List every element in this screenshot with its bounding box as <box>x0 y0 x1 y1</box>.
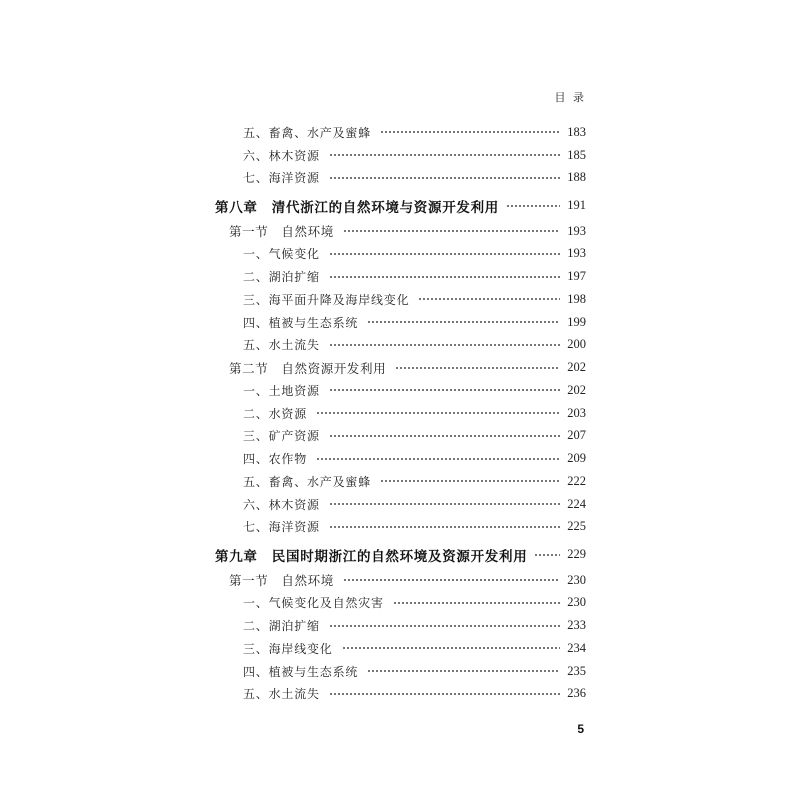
dot-leader <box>342 646 560 650</box>
dot-leader <box>329 275 560 279</box>
dot-leader <box>534 553 560 557</box>
toc-page-number: 198 <box>567 291 586 306</box>
toc-entry-title: 一、气候变化及自然灾害 <box>243 596 384 611</box>
toc-page-number: 193 <box>567 223 586 238</box>
toc-item-entry <box>215 516 586 539</box>
toc-item-entry <box>215 334 586 357</box>
dot-leader <box>506 204 560 208</box>
toc-entry-title: 三、海岸线变化 <box>243 641 333 656</box>
toc-page-number: 183 <box>567 124 586 139</box>
toc-section-entry <box>215 569 586 592</box>
toc-entry-title: 五、水土流失 <box>243 338 320 353</box>
toc-page-number: 185 <box>567 147 586 162</box>
toc-entry-title: 第一节 自然环境 <box>229 224 334 240</box>
toc-chapter-entry <box>215 194 586 217</box>
toc-entry-title: 五、畜禽、水产及蜜蜂 <box>243 474 372 489</box>
toc-page-number: 191 <box>567 198 586 213</box>
toc-entry-title: 第二节 自然资源开发利用 <box>229 360 387 376</box>
toc-entry-title: 四、农作物 <box>243 452 308 467</box>
toc-page-number: 235 <box>567 663 586 678</box>
running-header-title: 目 录 <box>554 91 586 104</box>
dot-leader <box>329 176 560 180</box>
toc-entry-title: 二、湖泊扩缩 <box>243 619 320 634</box>
toc-page-number: 200 <box>567 337 586 352</box>
toc-item-entry <box>215 311 586 334</box>
toc-item-entry <box>215 470 586 493</box>
toc-item-entry <box>215 683 586 706</box>
dot-leader <box>316 457 560 461</box>
toc-item-entry <box>215 379 586 402</box>
toc-page-number: 199 <box>567 314 586 329</box>
toc-page-number: 222 <box>567 473 586 488</box>
dot-leader <box>393 601 560 605</box>
toc-item-entry <box>215 265 586 288</box>
toc-section-entry <box>215 220 586 243</box>
toc-item-entry <box>215 144 586 167</box>
toc-item-entry <box>215 614 586 637</box>
toc-item-entry <box>215 660 586 683</box>
toc-page-number: 202 <box>567 382 586 397</box>
toc-item-entry <box>215 402 586 425</box>
toc-item-entry <box>215 121 586 144</box>
toc-entry-title: 第八章 清代浙江的自然环境与资源开发利用 <box>215 199 499 216</box>
toc-page-number: 236 <box>567 686 586 701</box>
toc-page-number: 202 <box>567 360 586 375</box>
dot-leader <box>395 366 560 370</box>
toc-item-entry <box>215 493 586 516</box>
toc-item-entry <box>215 447 586 470</box>
toc-entry-title: 一、土地资源 <box>243 383 320 398</box>
toc-item-entry <box>215 592 586 615</box>
dot-leader <box>380 130 560 134</box>
toc-item-entry <box>215 637 586 660</box>
toc-entry-title: 七、海洋资源 <box>243 520 320 535</box>
toc-page-number: 233 <box>567 618 586 633</box>
toc-item-entry <box>215 425 586 448</box>
toc-entry-title: 三、矿产资源 <box>243 429 320 444</box>
toc-page-number: 224 <box>567 496 586 511</box>
dot-leader <box>367 669 560 673</box>
toc-page-number: 209 <box>567 451 586 466</box>
toc-chapter-entry <box>215 543 586 566</box>
toc-entry-title: 二、湖泊扩缩 <box>243 270 320 285</box>
toc-entry-title: 六、林木资源 <box>243 148 320 163</box>
toc-entry-title: 五、畜禽、水产及蜜蜂 <box>243 125 372 140</box>
toc-entry-title: 四、植被与生态系统 <box>243 664 359 679</box>
toc-entry-title: 一、气候变化 <box>243 247 320 262</box>
dot-leader <box>343 578 560 582</box>
toc-entry-title: 四、植被与生态系统 <box>243 315 359 330</box>
toc-page-number: 229 <box>567 547 586 562</box>
dot-leader <box>329 434 560 438</box>
toc-page-number: 230 <box>567 595 586 610</box>
toc-item-entry <box>215 167 586 190</box>
toc-entry-title: 二、水资源 <box>243 406 308 421</box>
toc-entry-title: 五、水土流失 <box>243 687 320 702</box>
dot-leader <box>329 153 560 157</box>
dot-leader <box>329 502 560 506</box>
toc-entry-title: 第九章 民国时期浙江的自然环境及资源开发利用 <box>215 548 528 565</box>
dot-leader <box>329 252 560 256</box>
dot-leader <box>329 343 560 347</box>
dot-leader <box>343 229 560 233</box>
toc-page-number: 234 <box>567 640 586 655</box>
table-of-contents <box>215 121 586 705</box>
dot-leader <box>316 411 560 415</box>
toc-entry-title: 七、海洋资源 <box>243 171 320 186</box>
toc-page-number: 188 <box>567 170 586 185</box>
dot-leader <box>329 525 560 529</box>
toc-page-number: 207 <box>567 428 586 443</box>
toc-item-entry <box>215 243 586 266</box>
dot-leader <box>329 624 560 628</box>
dot-leader <box>367 320 560 324</box>
toc-page-number: 225 <box>567 519 586 534</box>
page-number: 5 <box>577 722 584 736</box>
toc-entry-title: 三、海平面升降及海岸线变化 <box>243 292 410 307</box>
toc-entry-title: 第一节 自然环境 <box>229 573 334 589</box>
toc-page-number: 197 <box>567 269 586 284</box>
toc-section-entry <box>215 356 586 379</box>
dot-leader <box>418 297 560 301</box>
dot-leader <box>380 479 560 483</box>
dot-leader <box>329 692 560 696</box>
toc-page-number: 230 <box>567 572 586 587</box>
toc-page-number: 203 <box>567 405 586 420</box>
toc-page-number: 193 <box>567 246 586 261</box>
toc-item-entry <box>215 288 586 311</box>
dot-leader <box>329 388 560 392</box>
toc-entry-title: 六、林木资源 <box>243 497 320 512</box>
